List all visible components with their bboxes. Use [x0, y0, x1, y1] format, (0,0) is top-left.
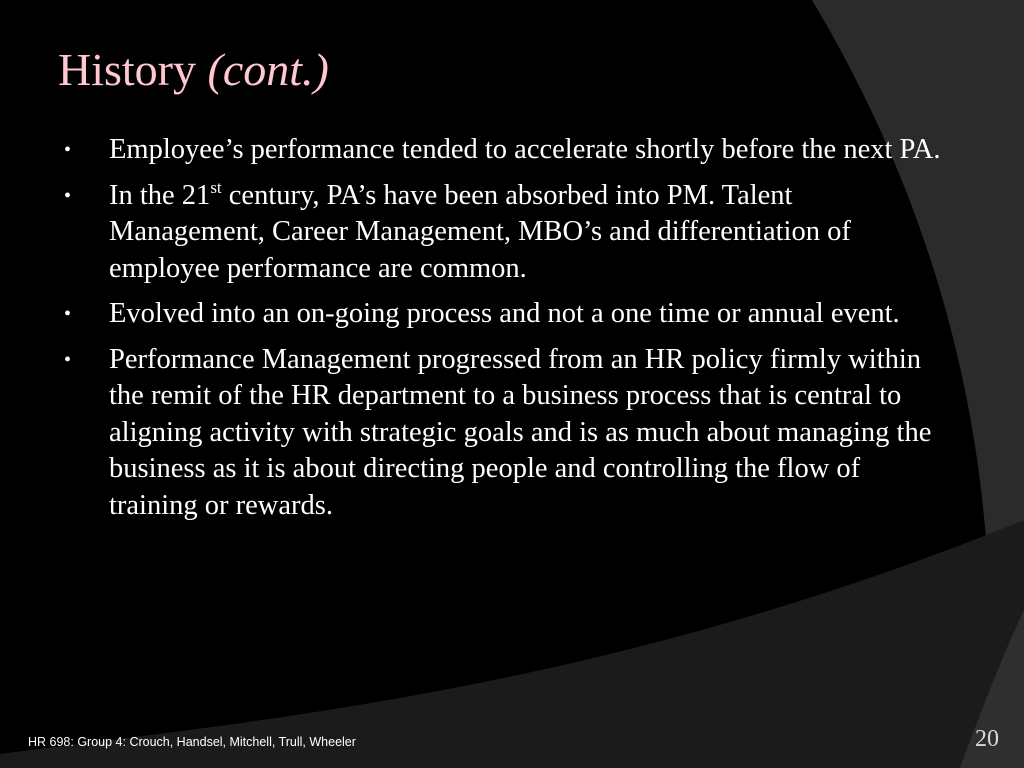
bullet-dot-icon: • [64, 139, 72, 161]
slide-title [58, 40, 329, 100]
bullet-list [64, 132, 954, 533]
bullet-dot-icon: • [64, 348, 72, 371]
title-main: History [58, 44, 196, 95]
ordinal-superscript: st [210, 177, 222, 197]
bullet-text-after-sup: century, PA’s have been absorbed into PM. Talent Management, Career Management, MBO’s and differentiation of employee performance are common. [109, 179, 851, 284]
bullet-item [64, 178, 954, 288]
bullet-item [64, 296, 954, 333]
bullet-text-before-sup: In the 21 [109, 179, 211, 211]
bullet-text: Performance Management progressed from an HR policy firmly within the remit of the HR department to a business process that is central to aligning activity with strategic goals and is as much about managing the business as it is about directing people and controlling the flow of training or rewards. [109, 343, 932, 521]
slide-number: 20 [975, 726, 999, 752]
bullet-text: Employee’s performance tended to accelerate shortly before the next PA. [109, 134, 941, 165]
title-cont-italic: (cont.) [207, 44, 329, 95]
bullet-text: Evolved into an on-going process and not a one time or annual event. [109, 298, 900, 329]
slide-footer: HR 698: Group 4: Crouch, Handsel, Mitchell, Trull, Wheeler [28, 735, 356, 749]
bullet-dot-icon: • [64, 184, 72, 207]
bullet-item [64, 132, 954, 169]
bullet-item [64, 342, 954, 525]
bullet-dot-icon: • [64, 303, 72, 325]
